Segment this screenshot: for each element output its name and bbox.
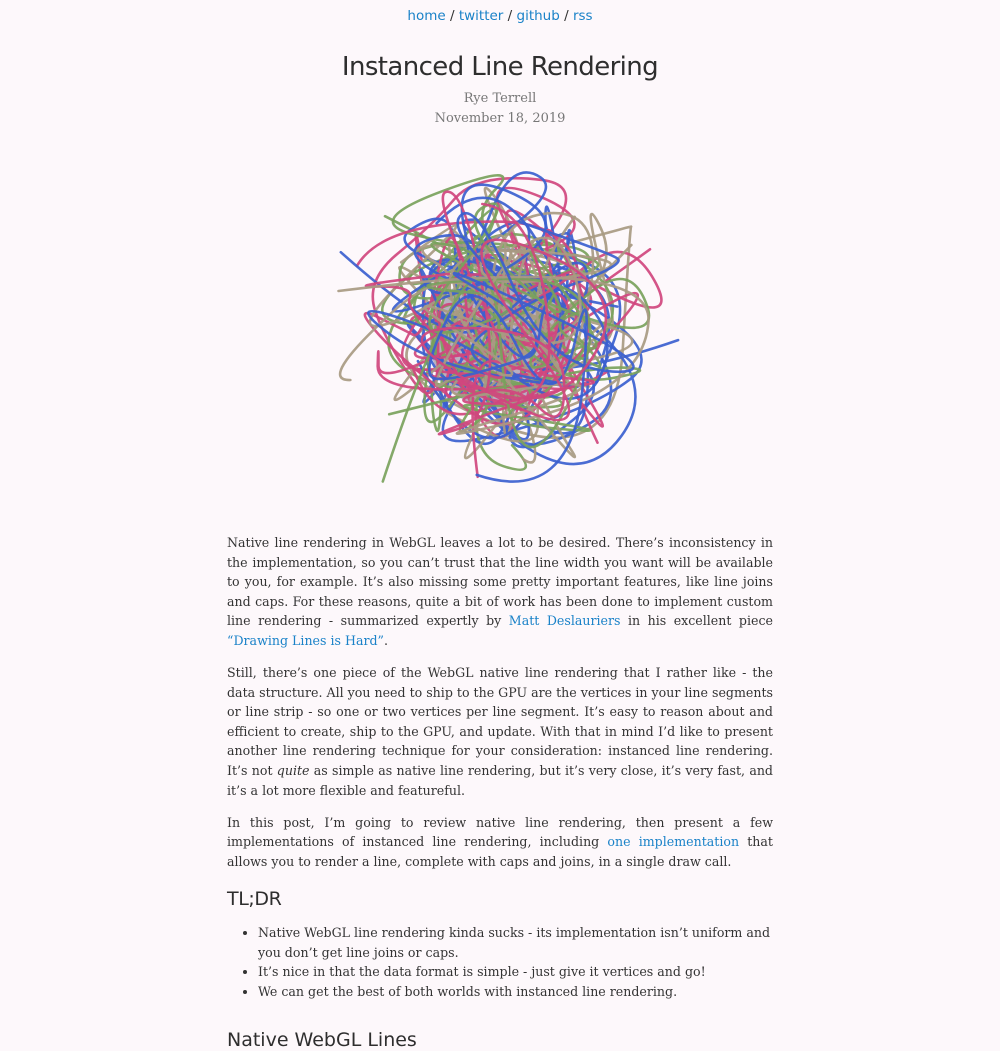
data-structure-paragraph xyxy=(227,663,773,800)
article-body xyxy=(227,533,773,1051)
nav-separator: / xyxy=(564,8,569,24)
paragraph-text: Native line rendering in WebGL leaves a lot to be desired. There’s inconsistency in the implementation, so you can’t trust that the line width you want will be available to you, for example. It’s also missing some pretty important features, like line joins and caps. For these reasons, quite a bit of work has been done to implement custom line rendering - summarized expertly by xyxy=(227,535,773,629)
one-implementation-link[interactable]: one implementation xyxy=(607,834,740,850)
native-webgl-lines-heading: Native WebGL Lines xyxy=(227,1029,417,1051)
paragraph-text: that allows you to render a line, complete with caps and joins, in a single draw call. xyxy=(227,834,773,869)
emphasis-text: quite xyxy=(276,763,310,779)
tldr-item: • We can get the best of both worlds with instanced line rendering. xyxy=(258,982,773,1002)
tldr-list xyxy=(227,923,773,1001)
post-title: Instanced Line Rendering xyxy=(341,52,659,82)
tldr-item: • It’s nice in that the data format is simple - just give it vertices and go! xyxy=(258,962,773,982)
intro-paragraph xyxy=(227,533,773,651)
matt-deslauriers-link[interactable]: Matt Deslauriers xyxy=(508,613,621,629)
nav-link-twitter[interactable]: twitter xyxy=(458,8,504,24)
paragraph-text: . xyxy=(383,632,388,648)
post-author: Rye Terrell xyxy=(463,91,537,106)
nav-separator: / xyxy=(507,8,513,24)
nav-link-home[interactable]: home xyxy=(407,8,446,24)
hero-line-tangle-image xyxy=(300,150,700,530)
drawing-lines-is-hard-link[interactable]: “Drawing Lines is Hard” xyxy=(227,632,384,648)
overview-paragraph xyxy=(227,813,773,872)
paragraph-text: Still, there’s one piece of the WebGL native line rendering that I rather like - the data structure. All you need to ship to the GPU are the vertices in your line segments or line strip - so one or two vertices per line segment. It’s easy to reason about and efficient to create, ship to the GPU, and update. With that in mind I’d like to present another line rendering technique for your consideration: instanced line rendering. It’s not xyxy=(227,665,773,779)
post-date: November 18, 2019 xyxy=(434,111,566,126)
tldr-item: • Native WebGL line rendering kinda sucks - its implementation isn’t uniform and you don’t get line joins or caps. xyxy=(258,923,773,962)
top-navigation xyxy=(0,6,1000,26)
nav-separator: / xyxy=(449,8,455,24)
paragraph-text: as simple as native line rendering, but it’s very close, it’s very fast, and it’s a lot more flexible and featureful. xyxy=(227,763,773,798)
nav-link-rss[interactable]: rss xyxy=(572,8,593,24)
paragraph-text: in his excellent piece xyxy=(620,613,773,629)
paragraph-text: In this post, I’m going to review native line rendering, then present a few implementations of instanced line rendering, including xyxy=(227,814,773,850)
tldr-heading: TL;DR xyxy=(227,887,282,910)
nav-link-github[interactable]: github xyxy=(516,8,560,24)
